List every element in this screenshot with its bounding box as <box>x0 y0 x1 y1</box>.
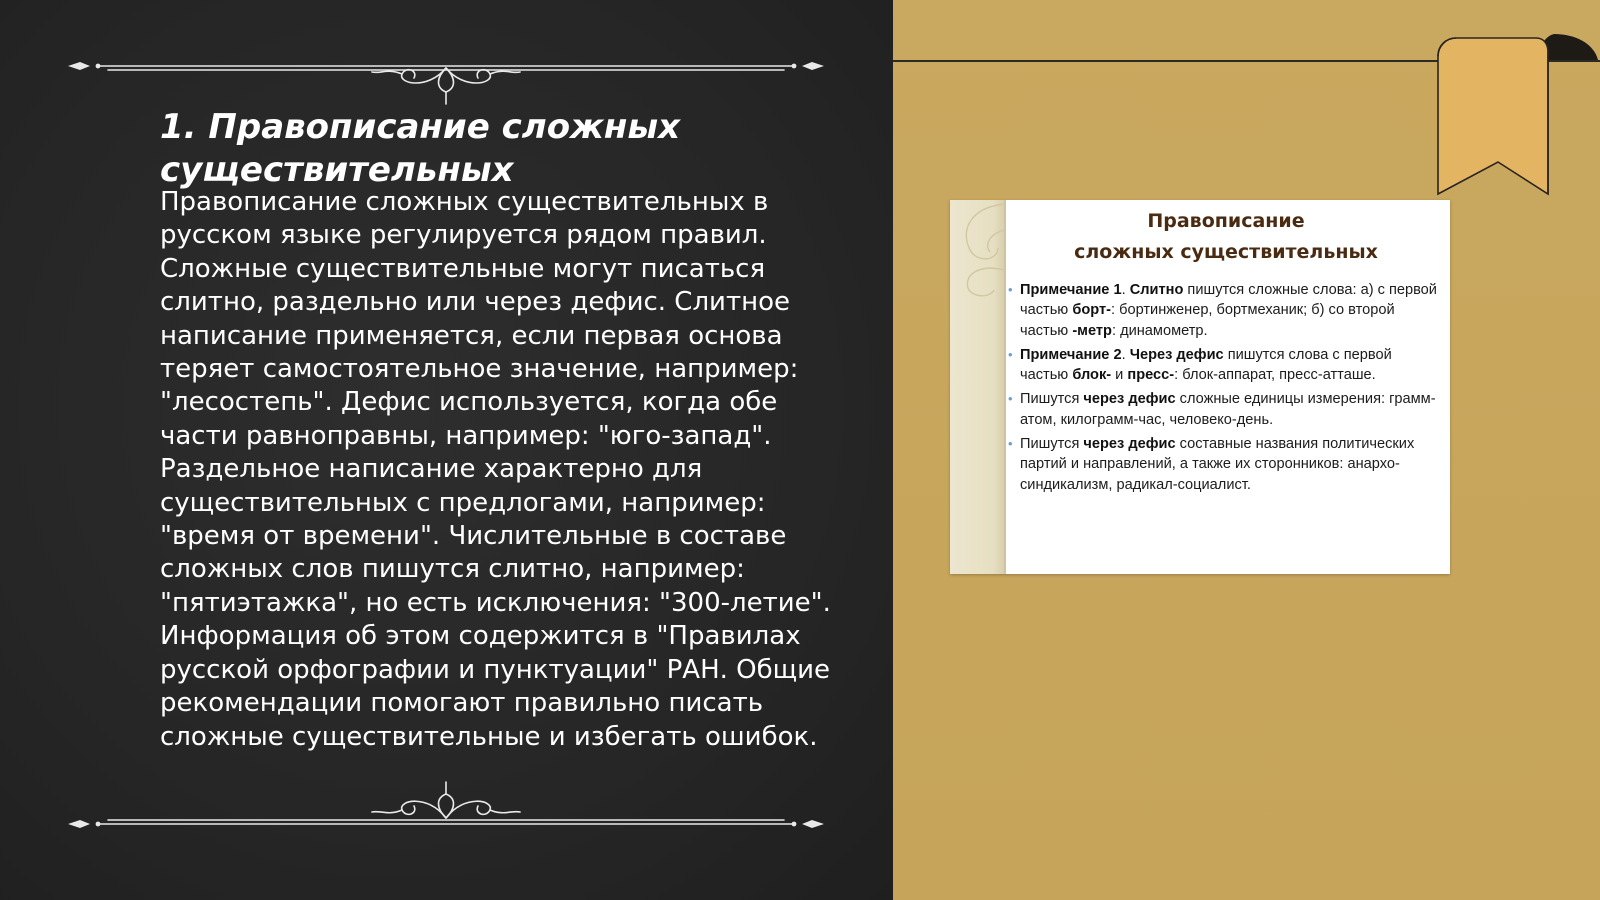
ornament-bottom <box>68 774 824 834</box>
note-text: . <box>1121 282 1130 298</box>
note-text: пишутся сложные слова: а) с первой частью <box>1020 282 1437 319</box>
note-bold-text: -метр <box>1072 322 1112 339</box>
bullet-icon: • <box>1008 436 1013 452</box>
card-note <box>1008 434 1440 495</box>
bullet-icon: • <box>1008 391 1013 407</box>
reference-card <box>950 200 1450 574</box>
note-text: пишутся слова с первой частью <box>1020 346 1392 384</box>
card-title-line-2: сложных существительных <box>1074 241 1378 263</box>
ornament-top <box>68 54 824 114</box>
slide-title: 1. Правописание сложных существительных <box>160 107 681 190</box>
card-title <box>1010 206 1442 268</box>
note-bold-text: Примечание 2 <box>1020 346 1122 363</box>
note-bold-text: через дефис <box>1083 436 1176 453</box>
bookmark-ribbon-icon <box>1436 34 1600 204</box>
note-bold-text: борт- <box>1072 302 1111 319</box>
card-note <box>1008 345 1440 386</box>
card-decorative-strip <box>950 200 1006 574</box>
note-text: : блок-аппарат, пресс-атташе. <box>1174 367 1376 384</box>
note-bold-text: Через дефис <box>1129 346 1224 363</box>
note-text: составные названия политических партий и направлений, а также их сторонников: анархо-синдикализм, радикал-социалист. <box>1020 436 1415 493</box>
slide-body-text: Правописание сложных существительных в русском языке регулируется рядом правил. Сложные существительные могут писаться слитно, раздельно или через дефис. Слитное написание применяется, если первая основа теряет самостоятельное значение, например: "лесостепь". Дефис используется, когда обе части равноправны, например: "юго-запад". Раздельное написание характерно для существительных с предлогами, например: "время от времени". Числительные в составе сложных слов пишутся слитно, например: "пятиэтажка", но есть исключения: "300-летие". Информация об этом содержится в "Правилах русской орфографии и пунктуации" РАН. Общие рекомендации помогают правильно писать сложные существительные и избегать ошибок. <box>160 187 831 752</box>
swirl-ornament-icon <box>950 200 1004 310</box>
card-title-line-1: Правописание <box>1147 210 1305 232</box>
note-text: Пишутся <box>1020 391 1084 408</box>
note-text: Пишутся <box>1020 436 1084 453</box>
notes-list <box>1008 280 1440 499</box>
note-text: и <box>1111 367 1128 384</box>
note-bold-text: пресс- <box>1127 367 1175 384</box>
bullet-icon: • <box>1008 282 1013 297</box>
note-bold-text: через дефис <box>1083 391 1176 408</box>
note-text: : динамометр. <box>1111 322 1208 339</box>
note-bold-text: Слитно <box>1129 282 1184 298</box>
note-text: сложные единицы измерения: грамм-атом, килограмм-час, человеко-день. <box>1020 391 1436 428</box>
note-text: : бортинженер, бортмеханик; б) со второй частью <box>1020 302 1395 339</box>
note-text: . <box>1121 346 1130 363</box>
bullet-icon: • <box>1008 346 1013 362</box>
note-bold-text: блок- <box>1072 367 1112 384</box>
card-note <box>1008 280 1440 341</box>
note-bold-text: Примечание 1 <box>1020 282 1122 298</box>
card-note <box>1008 389 1440 430</box>
